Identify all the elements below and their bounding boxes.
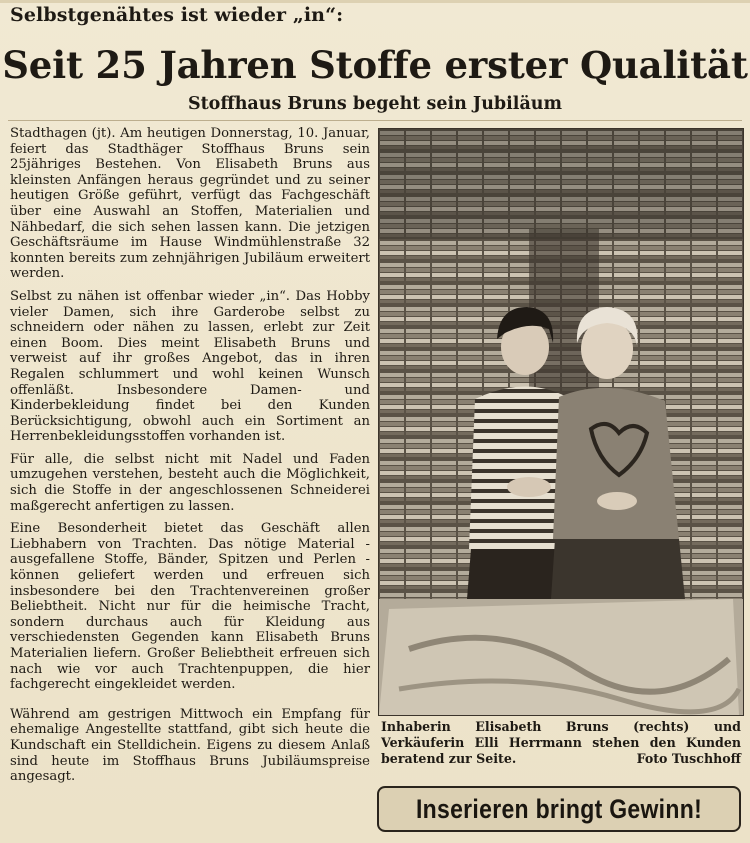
headline: Seit 25 Jahren Stoffe erster Qualität [2,43,748,87]
subheadline: Stoffhaus Bruns begeht sein Jubiläum [187,94,563,114]
paragraph-2: Selbst zu nähen ist offenbar wieder „in“. Das Hobby vieler Damen, sich ihre Garderobe selbst zu schneidern oder nähen zu lassen, erlebt zur Zeit einen Boom. Dies meint Elisabeth Bruns und verweist auf ihr großes Angebot, das in ihren Regalen schlummert und wohl keinen Wunsch offenläßt. Insbesondere Damen- und Kinderbekleidung findet bei den Kunden Berücksichtigung, obwohl auch ein Sortiment an Herrenbekleidungsstoffen vorhanden ist. [10,288,370,445]
clipping-edge [0,0,750,3]
advertisement-box [377,786,741,832]
paragraph-3: Für alle, die selbst nicht mit Nadel und Faden umzugehen verstehen, besteht auch die Möglichkeit, sich die Stoffe in der angeschlossenen Schneiderei maßgerecht anfertigen zu lassen. [10,451,370,514]
photo-illustration [379,129,743,715]
paragraph-4: Eine Besonderheit bietet das Geschäft allen Liebhabern von Trachten. Das nötige Material - ausgefallene Stoffe, Bänder, Spitzen und Perlen - können geliefert werden und erfreuen sich insbesondere bei den Trachtenvereinen großer Beliebtheit. Nicht nur für die heimische Tracht, sondern durchaus auch für Kleidung aus verschiedensten Gegenden kann Elisabeth Bruns Materialien liefern. Großer Beliebtheit erfreuen sich nach wie vor auch Trachtenpuppen, die hier fachgerecht eingekleidet werden. [10,521,370,693]
divider [8,120,742,121]
photo-caption [381,719,741,767]
kicker: Selbstgenähtes ist wieder „in“: [10,4,344,26]
advertisement-text: Inserieren bringt Gewinn! [415,793,703,824]
photo-credit: Foto Tuschhoff [636,751,741,766]
shop-photo [378,128,744,716]
article-body [10,126,370,792]
paragraph-1: Stadthagen (jt). Am heutigen Donnerstag, 10. Januar, feiert das Stadthäger Stoffhaus Bruns sein 25jähriges Bestehen. Von Elisabeth Bruns aus kleinsten Anfängen heraus gegründet und zu seiner heutigen Größe geführt, verfügt das Fachgeschäft über eine Auswahl an Stoffen, Materialien und Nähbedarf, die sich sehen lassen kann. Die jetzigen Geschäftsräume im Hause Windmühlenstraße 32 konnten bereits zum zehnjährigen Jubiläum erweitert werden. [10,126,370,282]
caption-text: Inhaberin Elisabeth Bruns (rechts) und Verkäuferin Elli Herrmann stehen den Kunden beratend zur Seite. [381,719,741,766]
paragraph-5: Während am gestrigen Mittwoch ein Empfang für ehemalige Angestellte stattfand, gibt sich heute die Kundschaft ein Stelldichein. Eigens zu diesem Anlaß sind heute im Stoffhaus Bruns Jubiläumspreise angesagt. [10,706,370,785]
